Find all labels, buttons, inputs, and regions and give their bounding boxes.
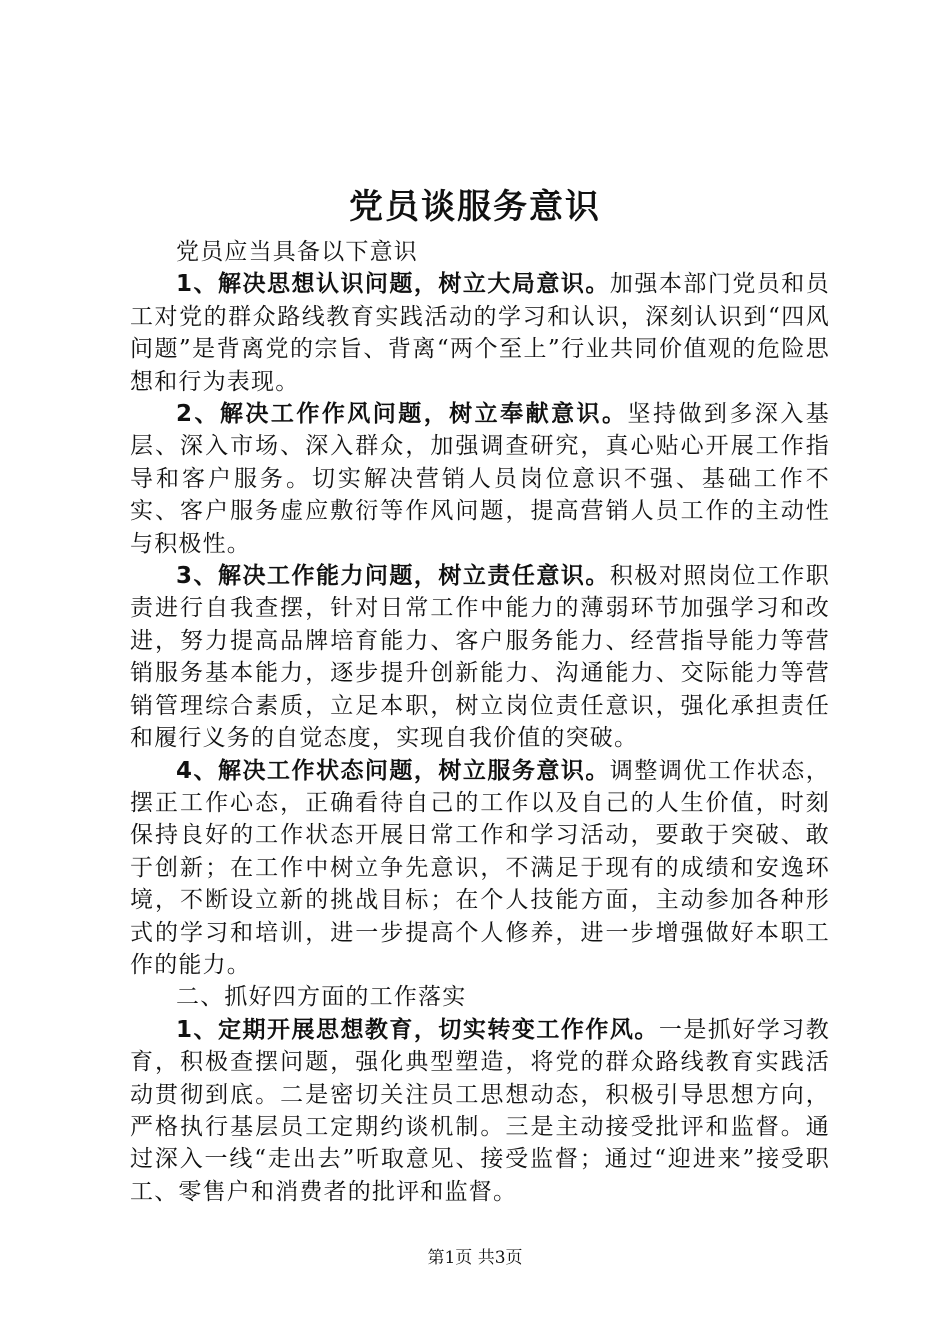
section-2-paragraph-1 <box>130 1014 830 1208</box>
section-2-paragraph-1-text: 一是抓好学习教育，积极查摆问题，强化典型塑造，将党的群众路线教育实践活动贯彻到底。二是密切关注员工思想动态，积极引导思想方向，严格执行基层员工定期约谈机制。三是主动接受批评和监督。通过深入一线“走出去”听取意见、接受监督；通过“迎进来”接受职工、零售户和消费者的批评和监督。 <box>130 1016 830 1205</box>
paragraph-4 <box>130 755 830 982</box>
paragraph-3 <box>130 560 830 754</box>
intro-paragraph: 党员应当具备以下意识 <box>176 239 418 265</box>
section-2-heading: 二、抓好四方面的工作落实 <box>176 984 467 1011</box>
paragraph-4-heading: 4、解决工作状态问题，树立服务意识。 <box>176 757 610 784</box>
paragraph-1-heading: 1、解决思想认识问题，树立大局意识。 <box>176 271 610 298</box>
paragraph-2-heading: 2、解决工作作风问题，树立奉献意识。 <box>176 401 628 428</box>
document-body <box>130 236 830 1208</box>
page-footer: 第1页 共3页 <box>427 1248 523 1268</box>
section-2-paragraph-1-heading: 1、定期开展思想教育，切实转变工作作风。 <box>176 1016 659 1043</box>
paragraph-2-text: 坚持做到多深入基层、深入市场、深入群众，加强调查研究，真心贴心开展工作指导和客户服务。切实解决营销人员岗位意识不强、基础工作不实、客户服务虚应敷衍等作风问题，提高营销人员工作的主动性与积极性。 <box>130 401 830 557</box>
paragraph-4-text: 调整调优工作状态，摆正工作心态，正确看待自己的工作以及自己的人生价值，时刻保持良好的工作状态开展日常工作和学习活动，要敢于突破、敢于创新；在工作中树立争先意识，不满足于现有的成绩和安逸环境，不断设立新的挑战目标；在个人技能方面，主动参加各种形式的学习和培训，进一步提高个人修养，进一步增强做好本职工作的能力。 <box>130 757 830 978</box>
page-title: 党员谈服务意识 <box>349 187 601 227</box>
paragraph-3-heading: 3、解决工作能力问题，树立责任意识。 <box>176 563 610 590</box>
paragraph-2 <box>130 398 830 560</box>
paragraph-3-text: 积极对照岗位工作职责进行自我查摆，针对日常工作中能力的薄弱环节加强学习和改进，努力提高品牌培育能力、客户服务能力、经营指导能力等营销服务基本能力，逐步提升创新能力、沟通能力、交际能力等营销管理综合素质，立足本职，树立岗位责任意识，强化承担责任和履行义务的自觉态度，实现自我价值的突破。 <box>130 563 830 752</box>
paragraph-1 <box>130 268 830 398</box>
paragraph-1-text: 加强本部门党员和员工对党的群众路线教育实践活动的学习和认识，深刻认识到“四风问题”是背离党的宗旨、背离“两个至上”行业共同价值观的危险思想和行为表现。 <box>130 271 830 395</box>
